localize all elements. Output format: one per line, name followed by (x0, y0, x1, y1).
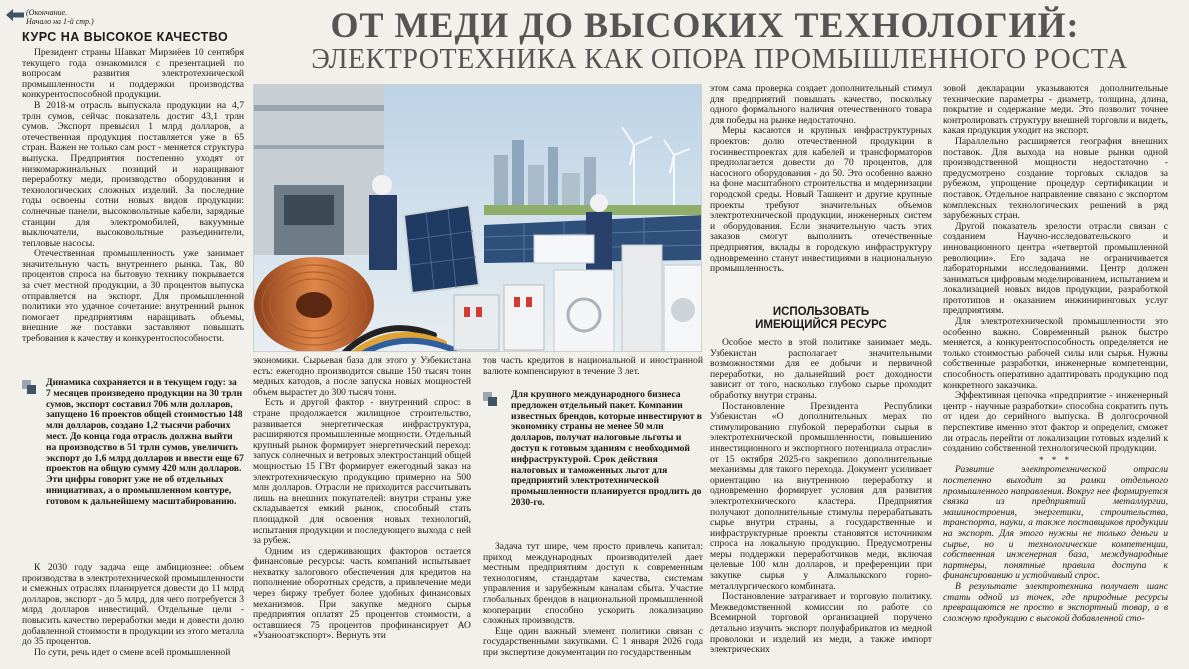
page-subtitle: ЭЛЕКТРОТЕХНИКА КАК ОПОРА ПРОМЫШЛЕННОГО РОСТА (311, 44, 1128, 75)
paragraph: К 2030 году задача еще амбициознее: объем производства в электротехнической промышленности и смежных отраслях планируется довести до 11 млрд долларов, экспорт - до 5 млрд, для чего потребуется 3 млрд долларов инвестиций. Отдельные цели - повысить качество переработки меди и довести долю добавленной стоимости в продукции из этого металла до 35 процентов. (22, 563, 244, 648)
paragraph: Задача тут шире, чем просто привлечь капитал: приход международных производителей дает местным предприятиям доступ к современным технологиям, стандартам качества, системам управления и зарубежным каналам сбыта. Участие глобальных брендов в национальной промышленной кооперации способно ускорить локализацию сложных производств. (483, 542, 703, 627)
paragraph: Еще один важный элемент политики связан с государственными закупками. С 1 января 2026 года при экспертизе документации по государственным (483, 625, 703, 658)
continuation-note: (Окончание. Начало на 1-й стр.) (26, 8, 94, 27)
section-divider: * * * (1039, 454, 1072, 465)
callout-text: Динамика сохраняется и в текущем году: за 7 месяцев произведено продукции на 30 трлн сумов, экспорт составил 706 млн долларов, запущено 16 проектов общей стоимостью 148 млн долларов, создано 1,2 тысячи рабочих мест. До конца года отрасль должна выйти на производство в 51 трлн сумов, увеличить экспорт до 1,6 млрд долларов и ввести еще 67 проектов на общую сумму 420 млн долларов. Эти цифры говорят уже не об отдельных инициативах, а о промышленном контуре, готовом к дальнейшему масштабированию. (46, 377, 244, 507)
column-1-bottom (22, 563, 244, 669)
article-photo (253, 84, 702, 352)
paragraph: Одним из сдерживающих факторов остается финансовые ресурсы: часть компаний испытывает нехватку залогового обеспечения для кредитов на пополнение оборотных средств, а привлечение меди через биржу требует более удобных финансовых механизмов. При закупке медного сырья предприятия оплатят 25 процентов стоимости, а оставшиеся 75 процентов профинансирует АО «Узанооатэкспорт». Вернуть эти (253, 545, 471, 642)
paragraph: Постановление Президента Республики Узбекистан «О дополнительных мерах по стимулированию глубокой переработки сырья в электротехнической промышленности, повышению инвестиционного и экспортного потенциала отрасли» от 15 октября 2025-го закрепило дополнительные механизмы для такого перехода. Документ усиливает ориентацию на внутреннюю переработку и одновременно формирует условия для развития электротехнического кластера. Предприятия получают дополнительные стимулы перерабатывать сырье внутри страны, а государственные и инфраструктурные проекты становятся источником спроса на локальную продукцию. Предусмотрены меры поддержки переработчиков меди, включая целевые 100 млн долларов, и преференции при закупке сырья у Алмалыкского горно-металлургического комбината. (710, 400, 932, 592)
callout-block-2 (483, 390, 703, 538)
paragraph-italic: В результате электротехника получает шанс стать одной из точек, где природные ресурсы превращаются не просто в экспортный товар, а в сложную продукцию с высокой добавленной сто- (943, 580, 1168, 624)
column-4-top (710, 84, 932, 302)
column-3-bottom (483, 542, 703, 669)
paragraph: Параллельно расширяется география внешних поставок. Для выхода на новые рынки одной производственной мощности недостаточно - предусмотрено создание торговых складов за рубежом, упрощение процедур сертификации и поставок. Отдельное направление связано с экспортом комплексных технологических решений в ряд зарубежных стран. (943, 135, 1168, 222)
column-1-top (22, 48, 244, 376)
back-arrow-icon (6, 9, 24, 21)
paragraph: Особое место в этой политике занимает медь. Узбекистан располагает значительными возможностями для ее добычи и первичной переработки, но дальнейший рост доходности зависит от того, насколько глубоко сырье проходит обработку внутри страны. (710, 338, 932, 401)
paragraph: Постановление затрагивает и торговую политику. Межведомственной комиссии по работе со Всемирной торговой организацией поручено детально изучить экспорт полуфабрикатов из медной проволоки и изделий из меди, а также импорт электрических (710, 591, 932, 656)
paragraph: тов часть кредитов в национальной и иностранной валюте компенсируют в течение 3 лет. (483, 356, 703, 377)
callout-block-1 (22, 378, 244, 558)
paragraph: экономики. Сырьевая база для этого у Узбекистана есть: ежегодно производится свыше 150 тысяч тонн медных катодов, а после запуска новых мощностей объем вырастет до 300 тысяч тонн. (253, 356, 471, 398)
callout-text: Для крупного международного бизнеса предложен отдельный пакет. Компании известных брендов, которые инвестируют в экономику страны не менее 50 млн долларов, получат налоговые льготы и доступ к готовым зданиям с необходимой инфраструктурой. Срок действия налоговых и таможенных льгот для предприятий электротехнической промышленности планируется продлить до 2030-го. (511, 389, 702, 508)
paragraph: Меры касаются и крупных инфраструктурных проектов: долю отечественной продукции в госинвестпроектах для кабелей и трансформаторов предполагается довести до 70 процентов, для насосного оборудования - до 50. Это особенно важно на фоне масштабного строительства и модернизации городской среды. Новый Ташкент и другие крупные проекты требуют значительных объемов электротехнической продукции, инженерных систем и оборудования. Если значительную часть этих заказов смогут выполнить отечественные предприятия, вклады в городскую инфраструктуру одновременно станут инвестициями в национальную промышленность. (710, 125, 932, 275)
paragraph: Другой показатель зрелости отрасли связан с созданием Научно-исследовательского и инновационного центра «четвертой промышленной революции». Его задача не ограничивается лабораторными исследованиями. Центр должен заниматься цифровым моделированием, испытанием и локализацией новых видов продукции, разработкой прототипов и оказанием инжиниринговых услуг предприятиям. (943, 220, 1168, 317)
page-title: ОТ МЕДИ ДО ВЫСОКИХ ТЕХНОЛОГИЙ: (330, 5, 1080, 45)
paragraph: В 2018-м отрасль выпускала продукции на 4,7 трлн сумов, сейчас показатель достиг 43,1 трлн сумов. Экспорт превысил 1 млрд долларов, а отечественная продукция поставляется уже в 65 стран. Важен не только сам рост - меняется структура выпуска. Предприятия постепенно уходят от низкомаржинальных позиций и наращивают переработку меди, производство оборудования и технологических сложных изделий. За последние годы освоены сотни новых видов продукции: солнечные панели, высоковольтные кабели, зарядные станции для электромобилей, вакуумные выключатели, высоковольтные разъединители, тепловые насосы. (22, 99, 244, 249)
paragraph: Для электротехнической промышленности это особенно важно. Современный рынок быстро меняется, а конкурентоспособность определяется не только стоимостью рабочей силы или сырья. Нужны собственные разработки, инженерные компетенции, способность оперативно адаптировать продукцию под конкретного заказчика. (943, 316, 1168, 391)
industrial-scene-image (254, 85, 702, 352)
subsection-title: ИСПОЛЬЗОВАТЬ ИМЕЮЩИЙСЯ РЕСУРС (755, 306, 887, 331)
paragraph-italic: Развитие электротехнической отрасли постепенно выходит за рамки отдельного промышленного направления. Вокруг нее формируется связка из предприятий металлургии, машиностроения, энергетики, строительства, транспорта, науки, а также поставщиков продукции на экспорт. Для этого нужны не только деньги и сырье, но и технологические компетенции, собственная инженерная база, международные партнеры, понятные правила доступа к финансированию и устойчивый спрос. (943, 464, 1168, 582)
paragraph: Есть и другой фактор - внутренний спрос: в стране продолжается жилищное строительство, развивается энергетическая инфраструктура, расширяются промышленные мощности. Отдельный крупный рынок формирует энергетический переход: запуск солнечных и ветровых электростанций общей мощностью 15 ГВт формирует ежегодный заказ на электротехническую продукцию примерно на 500 млн долларов. Отрасли не приходится рассчитывать лишь на внешних покупателей: внутри страны уже складывается емкий рынок, способный стать площадкой для освоения новых технологий, испытания продукции и последующего выхода с ней за рубеж. (253, 397, 471, 547)
paragraph: этом сама проверка создает дополнительный стимул для предприятий повышать качество, поскольку одного формального наличия отечественного товара для победы на рынке недостаточно. (710, 84, 932, 126)
section-title: КУРС НА ВЫСОКОЕ КАЧЕСТВО (22, 30, 229, 44)
callout-square-icon (22, 380, 36, 394)
callout-square-icon (483, 392, 497, 406)
paragraph: Отечественная промышленность уже занимает значительную часть внутреннего рынка. Так, 80 процентов спроса на бытовую технику покрывается за счет местной продукции, а 30 процентов выпуска отправляется на экспорт. Для промышленной политики это удачное сочетание: внутренний рынок помогает предприятиям наращивать объемы, внешние же поставки заставляют повышать требования к качеству и конкурентоспособности. (22, 248, 244, 345)
column-4-bottom (710, 338, 932, 669)
column-3-top (483, 356, 703, 382)
column-5 (943, 84, 1168, 669)
paragraph: Эффективная цепочка «предприятие - инженерный центр - научные разработки» способна сократить путь от идеи до серийного выпуска. В долгосрочной перспективе именно этот фактор и определит, сможет ли отрасль перейти от локализации готовых изделий к созданию собственной технологической продукции. (943, 390, 1168, 455)
paragraph: Президент страны Шавкат Мирзиёев 10 сентября текущего года ознакомился с презентацией по вопросам развития электротехнической промышленности и поддержки производства конкурентоспособной продукции. (22, 48, 244, 101)
column-2 (253, 356, 471, 669)
paragraph: По сути, речь идет о смене всей промышленной (34, 646, 231, 658)
paragraph: зовой декларации указываются дополнительные технические параметры - диаметр, толщина, длина, покрытие и содержание меди. Это позволит точнее контролировать структуру внешней торговли и видеть, какая продукция уходит на экспорт. (943, 84, 1168, 137)
